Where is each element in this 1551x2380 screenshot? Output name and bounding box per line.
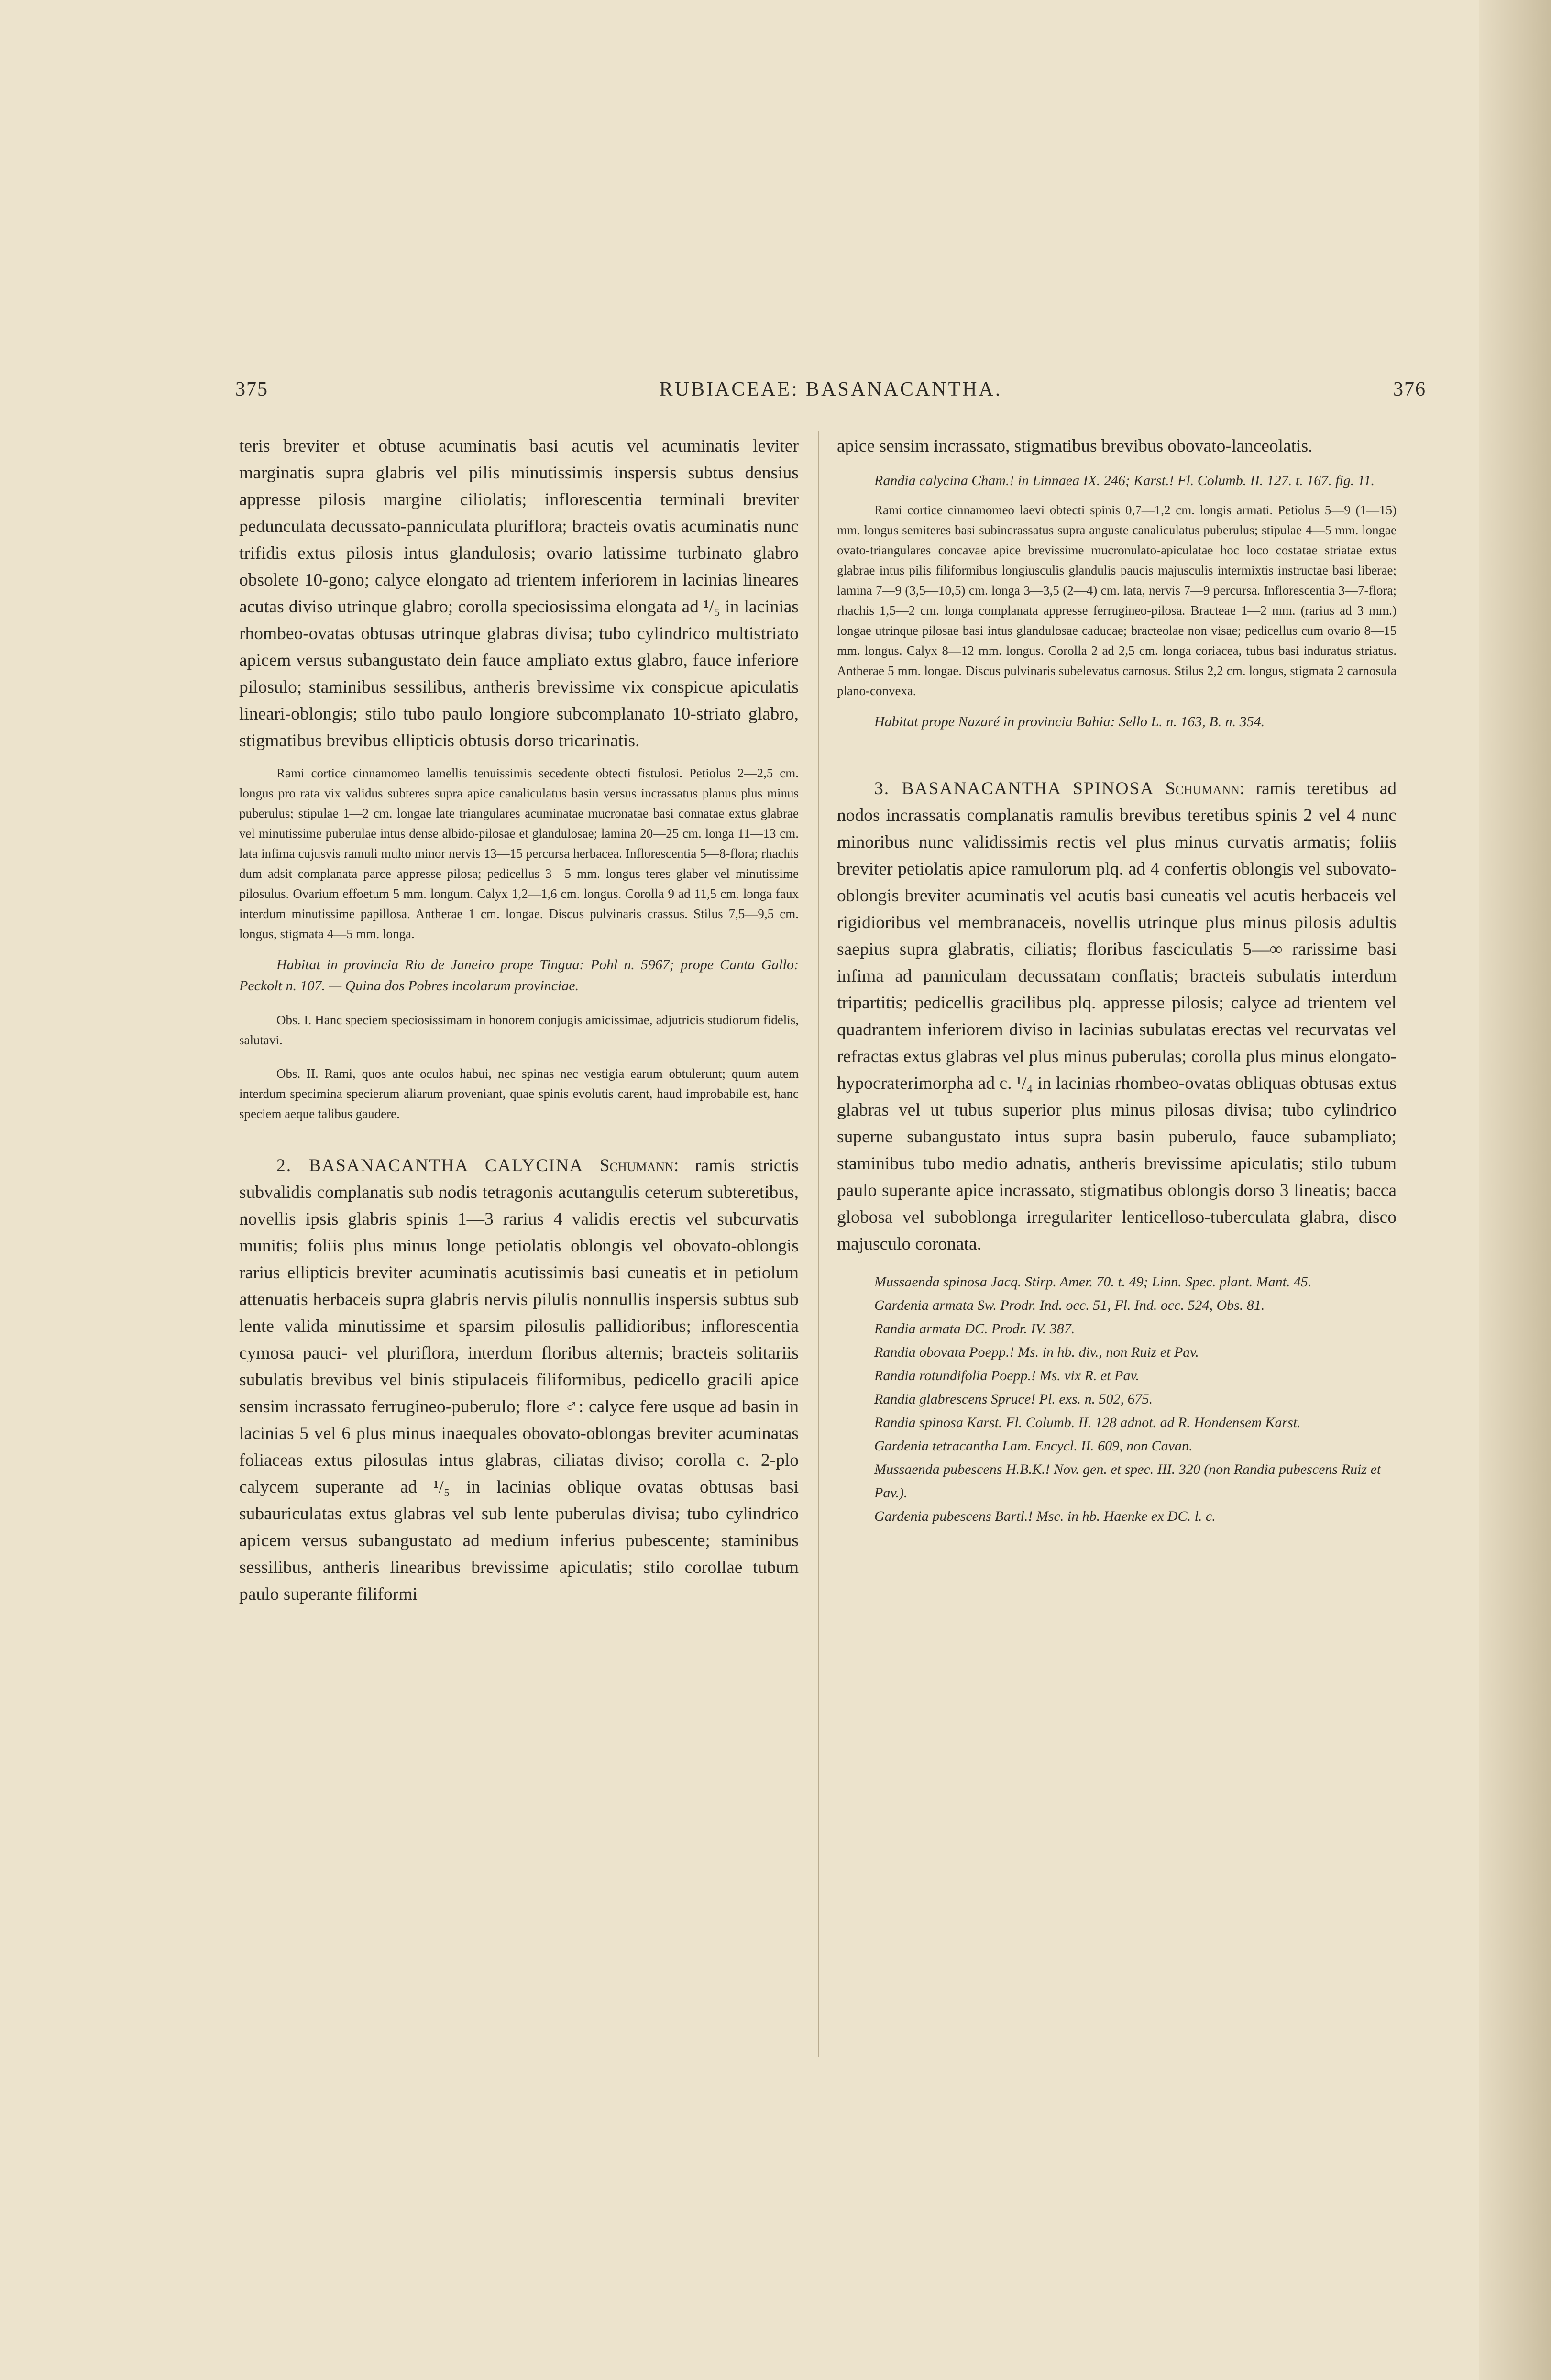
synonym: Gardenia pubescens Bartl.! Msc. in hb. Haenke ex DC. l. c. xyxy=(874,1508,1216,1524)
running-head: RUBIACEAE: BASANACANTHA. xyxy=(659,378,1002,400)
species3-diagnosis: : ramis teretibus ad nodos incrassatis complanatis ramulis brevibus teretibus spinis 2 vel 4 nunc minoribus nunc validissimis rectis vel plus minus curvatis armatis; foliis breviter petiolatis apice ramulorum plq. ad 4 confertis oblongis vel subovato-oblongis breviter acuminatis vel acutis basi cuneatis vel acutis herbaceis vel rigidioribus vel membranaceis, novellis utrinque plus minus pilosis adultis saepius supra glabratis, ciliatis; floribus fasciculatis 5—∞ rarissime basi infima ad panniculam decussatam conflatis; bracteis subulatis interdum tripartitis; pedicellis gracilibus plq. appresse pilosis; calyce ad trientem vel quadrantem inferiorem diviso in lacinias subulatas erectas vel recurvatas vel refractas extus glabras vel plus minus puberulas; corolla plus minus elongato-hypocraterimorpha ad c. ¹/₄ in lacinias rhombeo-ovatas obliquas obtusas extus glabras vel ut tubus superior plus minus pilosas divisa; tubo cylindrico superne subangustato intus supra basin puberulo, fauce subampliato; staminibus tubo medio adnatis, antheris brevissime apiculatis; stilo tubum paulo superante apice incrassato, stigmatibus oblongis dorso 3 lineatis; bacca globosa vel suboblonga irregulariter lenticelloso-tuberculata glabra, disco majusculo coronata. xyxy=(837,779,1397,1254)
species2-entry xyxy=(239,1152,799,1608)
species2-diagnosis-continued: apice sensim incrassato, stigmatibus brevibus obovato-lanceolatis. xyxy=(837,436,1313,456)
book-spine-shadow xyxy=(1479,0,1551,2380)
synonym: Mussaenda pubescens H.B.K.! Nov. gen. et spec. III. 320 (non Randia pubescens Ruiz et Pav.). xyxy=(874,1461,1381,1501)
left-column xyxy=(239,433,799,1608)
species1-description-continued: teris breviter et obtuse acuminatis basi acutis vel acuminatis leviter marginatis supra glabris vel pilis minutissimis inspersis subtus densius appresse pilosis margine ciliolatis; inflorescentia terminali breviter pedunculata decussato-panniculata pluriflora; bracteis ovatis acuminatis nunc trifidis extus pilosis intus glandulosis; ovario latissime turbinato glabro obsolete 10-gono; calyce elongato ad trientem inferiorem in lacinias lineares acutas diviso utrinque glabro; corolla speciosissima elongata ad ¹/₅ in lacinias rhombeo-ovatas obtusas utrinque glabras divisa; tubo cylindrico multistriato apicem versus subangustato dein fauce ampliato extus glabro, fauce inferiore pilosulo; staminibus sessilibus, antheris brevissime vix conspicue apiculatis lineari-oblongis; stilo tubo paulo longiore subcomplanato 10-striato glabro, stigmatibus brevibus ellipticis obtusis dorso tricarinatis. xyxy=(239,436,799,751)
species1-details: Rami cortice cinnamomeo lamellis tenuissimis secedente obtecti fistulosi. Petiolus 2—2,5 cm. longus pro rata vix validus subteres supra apice canaliculatus basin versus incrassatus planus plus minus puberulus; stipulae 1—2 cm. longae late triangulares acuminatae mucronatae basi connatae extus glabrae vel minutissime puberulae intus dense albido-pilosae et glandulosae; lamina 20—25 cm. longa 11—13 cm. lata infima cujusvis ramuli multo minor nervis 13—15 percursa herbacea. Inflorescentia 5—8-flora; rhachis dum adsit complanata parce appresse pilosa; pedicellus 3—5 mm. longus teres glaber vel minutissime pilosulus. Ovarium effoetum 5 mm. longum. Calyx 1,2—1,6 cm. longus. Corolla 9 ad 11,5 cm. longa faux interdum minutissime papillosa. Antherae 1 cm. longae. Discus pulvinaris crassus. Stilus 7,5—9,5 cm. longus, stigmata 4—5 mm. longa. xyxy=(239,766,799,941)
column-divider xyxy=(818,431,819,2057)
synonym: Randia rotundifolia Poepp.! Ms. vix R. et Pav. xyxy=(874,1368,1140,1384)
species2-habitat: Habitat prope Nazaré in provincia Bahia: Sello L. n. 163, B. n. 354. xyxy=(874,714,1265,730)
species1-habitat: Habitat in provincia Rio de Janeiro prope Tingua: Pohl n. 5967; prope Canta Gallo: Peckolt n. 107. — Quina dos Pobres incolarum provinciae. xyxy=(239,957,799,994)
species2-diagnosis: : ramis strictis subvalidis complanatis sub nodis tetragonis acutangulis ceterum subteretibus, novellis ipsis glabris spinis 1—3 rarius 4 validis erectis vel subcurvatis munitis; foliis plus minus longe petiolatis oblongis vel obovato-oblongis rarius ellipticis breviter acuminatis acutissimis basi cuneatis et in petiolum attenuatis herbaceis supra glabris nervis pilulis nonnullis inspersis subtus sub lente valida minutissime et sparsim pilosulis pallidioribus; inflorescentia cymosa pauci- vel pluriflora, interdum floribus alternis; bracteis solitariis subulatis brevibus vel binis stipulaceis filiformibus, pedicello gracili apice sensim incrassato ferrugineo-puberulo; flore ♂: calyce fere usque ad basin in lacinias 5 vel 6 plus minus inaequales obovato-oblongas breviter acuminatas foliaceas extus pilosulas intus glabras, ciliatas diviso; corolla c. 2-plo calycem superante ad ¹/₅ in lacinias oblique ovatas obtusas basi subauriculatas extus glabras vel sub lente puberulas divisa; tubo cylindrico apicem versus subangustato ad medium inferius pubescente; staminibus sessilibus, antheris linearibus brevissime apiculatis; stilo corollae tubum paulo superante filiformi xyxy=(239,1156,799,1604)
synonym: Randia obovata Poepp.! Ms. in hb. div., non Ruiz et Pav. xyxy=(874,1344,1199,1360)
synonym: Randia armata DC. Prodr. IV. 387. xyxy=(874,1321,1075,1337)
species2-title: 2. BASANACANTHA CALYCINA xyxy=(276,1156,583,1175)
synonym: Mussaenda spinosa Jacq. Stirp. Amer. 70. t. 49; Linn. Spec. plant. Mant. 45. xyxy=(874,1274,1312,1290)
species2-citation: Randia calycina Cham.! in Linnaea IX. 246; Karst.! Fl. Columb. II. 127. t. 167. fig. 11. xyxy=(874,473,1375,488)
species2-details: Rami cortice cinnamomeo laevi obtecti spinis 0,7—1,2 cm. longis armati. Petiolus 5—9 (1—15) mm. longus semiteres basi subincrassatus supra anguste canaliculatus puberulus; stipulae 4—5 mm. longae ovato-triangulares concavae apice brevissime mucronulato-apiculatae hoc loco costatae striatae extus glabrae intus pilis filiformibus longiusculis glandulis paucis majusculis intermixtis instructae basi liberae; lamina 7—9 (3,5—10,5) cm. longa 3—3,5 (2—4) cm. lata, nervis 7—9 percursa. Inflorescentia 3—7-flora; rhachis 1,5—2 cm. longa complanata appresse ferrugineo-pilosa. Bracteae 1—2 mm. (rarius ad 3 mm.) longae utrinque pilosae basi intus glandulosae caducae; bracteolae non visae; pedicellus cum ovario 8—15 mm. longus. Calyx 8—12 mm. longus. Corolla 2 ad 2,5 cm. longa coriacea, tubus basi induratus striatus. Antherae 5 mm. longae. Discus pulvinaris subelevatus carnosus. Stilus 2,2 cm. longus, stigmata 2 carnosula plano-convexa. xyxy=(837,503,1397,698)
page-header xyxy=(235,378,1426,411)
synonym-list xyxy=(837,1270,1397,1528)
page-number-left: 375 xyxy=(235,378,268,400)
species2-author: Schumann xyxy=(599,1156,674,1175)
synonym: Randia spinosa Karst. Fl. Columb. II. 128 adnot. ad R. Hondensem Karst. xyxy=(874,1415,1301,1430)
species1-observation-2: Obs. II. Rami, quos ante oculos habui, nec spinas nec vestigia earum obtulerunt; quum autem interdum specimina specierum aliarum proveniant, quae spinis evolutis carent, haud improbabile est, hanc speciem aeque talibus gaudere. xyxy=(239,1066,799,1121)
right-column xyxy=(837,433,1397,1528)
synonym: Gardenia armata Sw. Prodr. Ind. occ. 51, Fl. Ind. occ. 524, Obs. 81. xyxy=(874,1297,1265,1313)
species3-author: Schumann xyxy=(1165,779,1240,798)
species3-entry xyxy=(837,775,1397,1258)
synonym: Gardenia tetracantha Lam. Encycl. II. 609, non Cavan. xyxy=(874,1438,1193,1454)
species1-observation-1: Obs. I. Hanc speciem speciosissimam in honorem conjugis amicissimae, adjutricis studiorum fidelis, salutavi. xyxy=(239,1013,799,1047)
page-number-right: 376 xyxy=(1393,378,1426,400)
synonym: Randia glabrescens Spruce! Pl. exs. n. 502, 675. xyxy=(874,1391,1153,1407)
species3-title: 3. BASANACANTHA SPINOSA xyxy=(874,779,1155,798)
